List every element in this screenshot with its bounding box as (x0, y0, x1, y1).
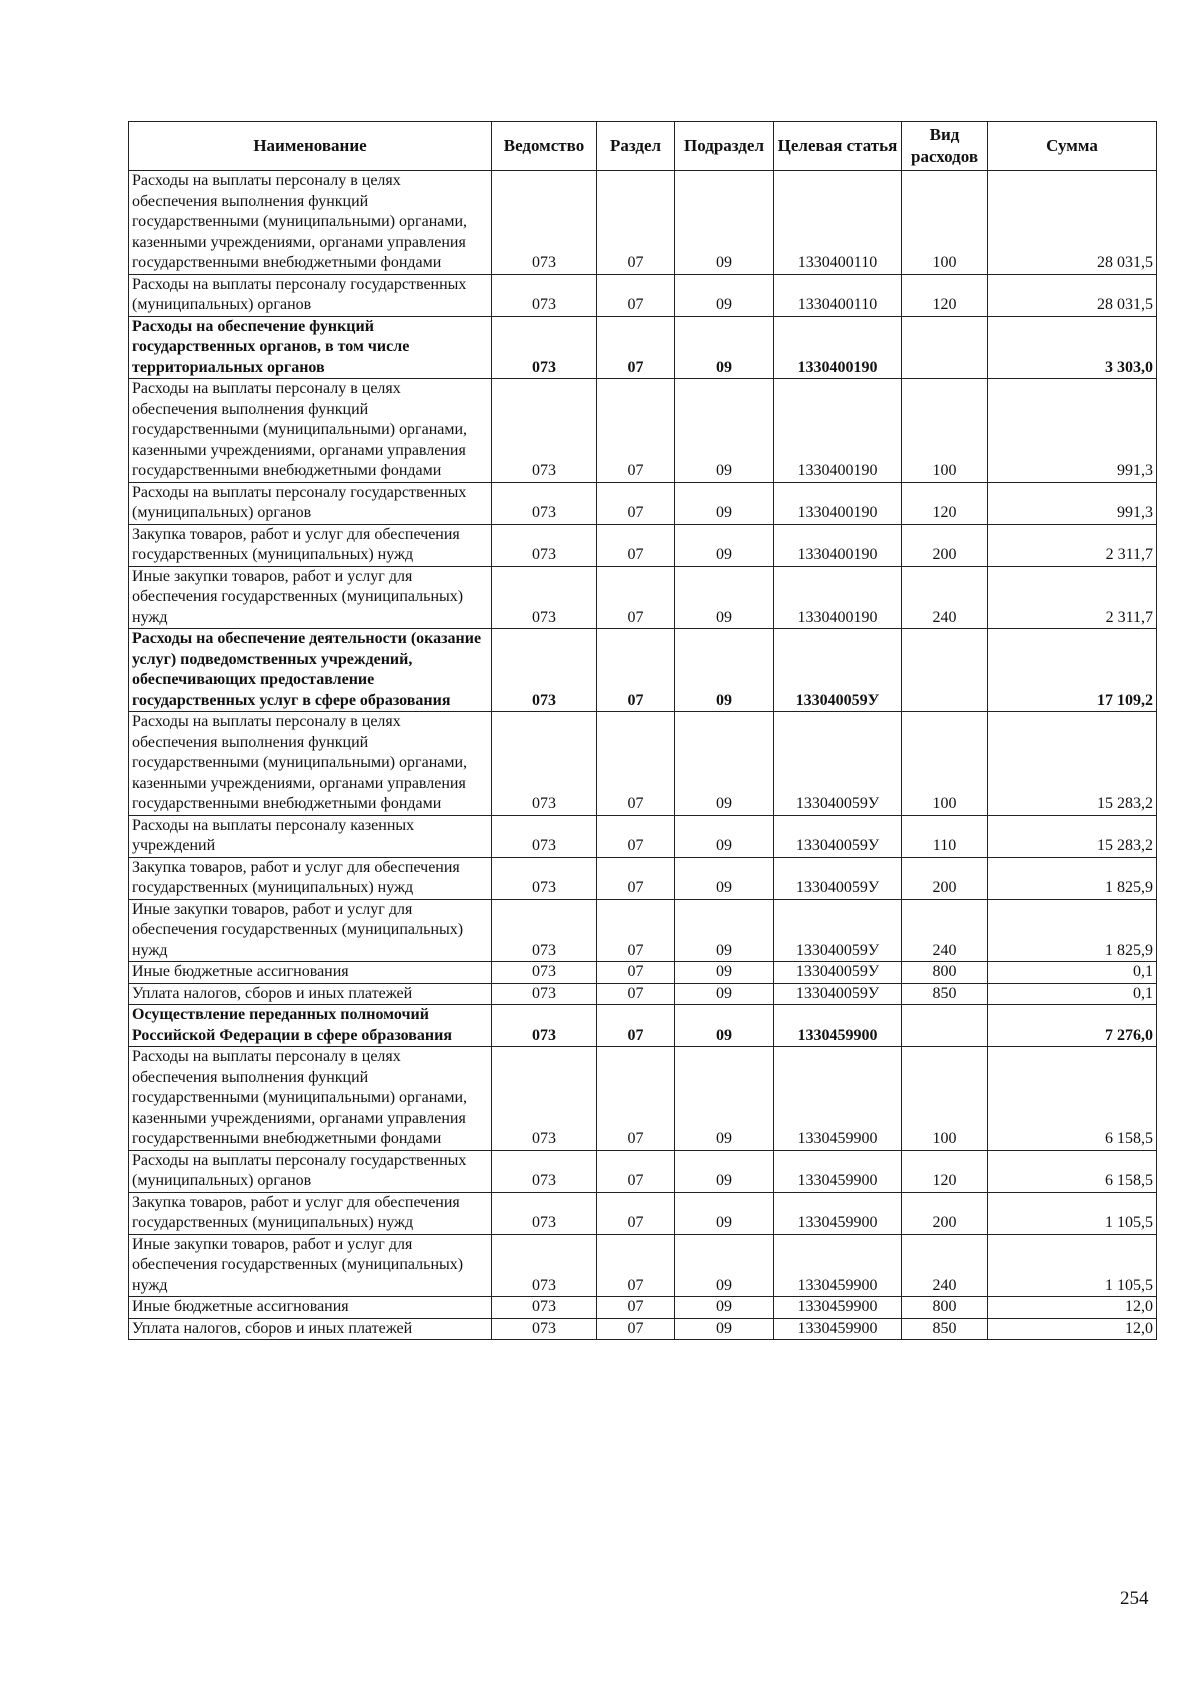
cell-target-article: 1330459900 (774, 1234, 902, 1297)
cell-expense-type: 800 (902, 1297, 988, 1319)
table-row (129, 524, 1157, 566)
table-row (129, 1150, 1157, 1192)
cell-name: Расходы на выплаты персоналу в целях обеспечения выполнения функций государственными (муниципальными) органами, казенными учреждениями, органами управления государственными внебюджетными фондами (129, 379, 492, 483)
cell-department: 073 (492, 857, 597, 899)
cell-section: 07 (597, 1047, 675, 1151)
cell-subsection: 09 (675, 712, 774, 816)
cell-department: 073 (492, 171, 597, 275)
cell-sum: 17 109,2 (988, 629, 1157, 712)
table-row (129, 566, 1157, 629)
cell-subsection: 09 (675, 1318, 774, 1340)
table-row (129, 379, 1157, 483)
cell-subsection: 09 (675, 1297, 774, 1319)
cell-target-article: 1330459900 (774, 1318, 902, 1340)
cell-name: Расходы на выплаты персоналу в целях обеспечения выполнения функций государственными (муниципальными) органами, казенными учреждениями, органами управления государственными внебюджетными фондами (129, 171, 492, 275)
cell-department: 073 (492, 962, 597, 984)
cell-sum: 1 105,5 (988, 1234, 1157, 1297)
cell-section: 07 (597, 962, 675, 984)
cell-department: 073 (492, 712, 597, 816)
header-row (129, 122, 1157, 171)
cell-section: 07 (597, 899, 675, 962)
cell-section: 07 (597, 1005, 675, 1047)
cell-section: 07 (597, 1192, 675, 1234)
cell-name: Закупка товаров, работ и услуг для обеспечения государственных (муниципальных) нужд (129, 857, 492, 899)
cell-name: Иные бюджетные ассигнования (129, 962, 492, 984)
cell-department: 073 (492, 482, 597, 524)
cell-target-article: 133040059У (774, 983, 902, 1005)
cell-expense-type: 200 (902, 857, 988, 899)
cell-sum: 0,1 (988, 983, 1157, 1005)
cell-target-article: 1330459900 (774, 1192, 902, 1234)
cell-name: Расходы на обеспечение функций государственных органов, в том числе территориальных органов (129, 316, 492, 379)
cell-expense-type: 120 (902, 1150, 988, 1192)
cell-section: 07 (597, 857, 675, 899)
cell-subsection: 09 (675, 983, 774, 1005)
cell-sum: 7 276,0 (988, 1005, 1157, 1047)
cell-section: 07 (597, 524, 675, 566)
cell-subsection: 09 (675, 566, 774, 629)
cell-subsection: 09 (675, 524, 774, 566)
cell-target-article: 133040059У (774, 899, 902, 962)
cell-subsection: 09 (675, 316, 774, 379)
cell-name: Иные бюджетные ассигнования (129, 1297, 492, 1319)
cell-expense-type: 240 (902, 1234, 988, 1297)
cell-subsection: 09 (675, 1234, 774, 1297)
cell-subsection: 09 (675, 1192, 774, 1234)
cell-department: 073 (492, 1318, 597, 1340)
cell-department: 073 (492, 1192, 597, 1234)
cell-department: 073 (492, 983, 597, 1005)
cell-target-article: 1330400190 (774, 482, 902, 524)
cell-sum: 6 158,5 (988, 1150, 1157, 1192)
cell-subsection: 09 (675, 815, 774, 857)
cell-target-article: 133040059У (774, 815, 902, 857)
table-row (129, 316, 1157, 379)
header-target-article: Целевая статья (774, 122, 902, 171)
budget-table (128, 121, 1157, 1340)
cell-sum: 2 311,7 (988, 524, 1157, 566)
cell-expense-type (902, 629, 988, 712)
cell-department: 073 (492, 566, 597, 629)
cell-department: 073 (492, 524, 597, 566)
cell-sum: 6 158,5 (988, 1047, 1157, 1151)
cell-section: 07 (597, 1297, 675, 1319)
cell-expense-type: 850 (902, 983, 988, 1005)
cell-department: 073 (492, 1150, 597, 1192)
cell-expense-type (902, 1005, 988, 1047)
cell-sum: 12,0 (988, 1318, 1157, 1340)
cell-section: 07 (597, 815, 675, 857)
table-row (129, 712, 1157, 816)
cell-department: 073 (492, 1047, 597, 1151)
cell-sum: 991,3 (988, 379, 1157, 483)
cell-expense-type: 240 (902, 566, 988, 629)
table-row (129, 983, 1157, 1005)
cell-department: 073 (492, 379, 597, 483)
header-subsection: Подраздел (675, 122, 774, 171)
cell-name: Расходы на выплаты персоналу казенных учреждений (129, 815, 492, 857)
table-row (129, 629, 1157, 712)
cell-section: 07 (597, 1234, 675, 1297)
cell-name: Расходы на выплаты персоналу государственных (муниципальных) органов (129, 274, 492, 316)
cell-section: 07 (597, 1318, 675, 1340)
table-row (129, 1192, 1157, 1234)
cell-subsection: 09 (675, 274, 774, 316)
table-body (129, 171, 1157, 1340)
table-row (129, 171, 1157, 275)
table-row (129, 815, 1157, 857)
cell-section: 07 (597, 171, 675, 275)
table-row (129, 1047, 1157, 1151)
header-sum: Сумма (988, 122, 1157, 171)
cell-subsection: 09 (675, 857, 774, 899)
cell-target-article: 133040059У (774, 712, 902, 816)
cell-subsection: 09 (675, 379, 774, 483)
cell-expense-type: 120 (902, 274, 988, 316)
header-section: Раздел (597, 122, 675, 171)
header-department: Ведомство (492, 122, 597, 171)
cell-sum: 0,1 (988, 962, 1157, 984)
cell-subsection: 09 (675, 171, 774, 275)
cell-sum: 12,0 (988, 1297, 1157, 1319)
cell-target-article: 1330400110 (774, 274, 902, 316)
cell-sum: 991,3 (988, 482, 1157, 524)
header-name: Наименование (129, 122, 492, 171)
cell-sum: 1 105,5 (988, 1192, 1157, 1234)
cell-sum: 3 303,0 (988, 316, 1157, 379)
table-row (129, 857, 1157, 899)
cell-target-article: 133040059У (774, 857, 902, 899)
cell-department: 073 (492, 629, 597, 712)
cell-department: 073 (492, 274, 597, 316)
cell-name: Иные закупки товаров, работ и услуг для обеспечения государственных (муниципальных) нужд (129, 1234, 492, 1297)
cell-sum: 15 283,2 (988, 815, 1157, 857)
cell-subsection: 09 (675, 1150, 774, 1192)
table-row (129, 1234, 1157, 1297)
cell-subsection: 09 (675, 1047, 774, 1151)
cell-section: 07 (597, 274, 675, 316)
cell-name: Расходы на выплаты персоналу государственных (муниципальных) органов (129, 482, 492, 524)
cell-sum: 2 311,7 (988, 566, 1157, 629)
cell-name: Закупка товаров, работ и услуг для обеспечения государственных (муниципальных) нужд (129, 524, 492, 566)
cell-subsection: 09 (675, 962, 774, 984)
cell-target-article: 1330400190 (774, 316, 902, 379)
cell-department: 073 (492, 1005, 597, 1047)
cell-section: 07 (597, 629, 675, 712)
cell-sum: 1 825,9 (988, 857, 1157, 899)
cell-department: 073 (492, 316, 597, 379)
cell-section: 07 (597, 712, 675, 816)
cell-target-article: 133040059У (774, 629, 902, 712)
page-number: 254 (1120, 1588, 1149, 1609)
cell-expense-type: 850 (902, 1318, 988, 1340)
cell-section: 07 (597, 566, 675, 629)
cell-expense-type: 110 (902, 815, 988, 857)
cell-target-article: 1330400190 (774, 566, 902, 629)
cell-target-article: 1330400190 (774, 379, 902, 483)
cell-sum: 28 031,5 (988, 171, 1157, 275)
cell-section: 07 (597, 983, 675, 1005)
cell-name: Уплата налогов, сборов и иных платежей (129, 1318, 492, 1340)
cell-name: Уплата налогов, сборов и иных платежей (129, 983, 492, 1005)
table-row (129, 1318, 1157, 1340)
cell-sum: 28 031,5 (988, 274, 1157, 316)
cell-target-article: 1330400110 (774, 171, 902, 275)
cell-section: 07 (597, 482, 675, 524)
cell-expense-type: 100 (902, 379, 988, 483)
cell-name: Расходы на выплаты персоналу в целях обеспечения выполнения функций государственными (муниципальными) органами, казенными учреждениями, органами управления государственными внебюджетными фондами (129, 1047, 492, 1151)
table-row (129, 1297, 1157, 1319)
cell-sum: 1 825,9 (988, 899, 1157, 962)
cell-department: 073 (492, 815, 597, 857)
cell-subsection: 09 (675, 629, 774, 712)
cell-target-article: 1330459900 (774, 1005, 902, 1047)
table-row (129, 274, 1157, 316)
cell-subsection: 09 (675, 482, 774, 524)
cell-target-article: 133040059У (774, 962, 902, 984)
cell-name: Закупка товаров, работ и услуг для обеспечения государственных (муниципальных) нужд (129, 1192, 492, 1234)
cell-department: 073 (492, 1297, 597, 1319)
cell-name: Иные закупки товаров, работ и услуг для обеспечения государственных (муниципальных) нужд (129, 899, 492, 962)
cell-department: 073 (492, 1234, 597, 1297)
cell-target-article: 1330400190 (774, 524, 902, 566)
cell-target-article: 1330459900 (774, 1297, 902, 1319)
cell-expense-type: 100 (902, 712, 988, 816)
table-row (129, 962, 1157, 984)
cell-target-article: 1330459900 (774, 1047, 902, 1151)
table-row (129, 1005, 1157, 1047)
cell-expense-type: 800 (902, 962, 988, 984)
table-row (129, 899, 1157, 962)
cell-name: Иные закупки товаров, работ и услуг для обеспечения государственных (муниципальных) нужд (129, 566, 492, 629)
cell-expense-type: 240 (902, 899, 988, 962)
cell-expense-type: 100 (902, 171, 988, 275)
cell-name: Расходы на обеспечение деятельности (оказание услуг) подведомственных учреждений, обеспечивающих предоставление государственных услуг в сфере образования (129, 629, 492, 712)
cell-expense-type: 200 (902, 524, 988, 566)
cell-name: Расходы на выплаты персоналу в целях обеспечения выполнения функций государственными (муниципальными) органами, казенными учреждениями, органами управления государственными внебюджетными фондами (129, 712, 492, 816)
cell-department: 073 (492, 899, 597, 962)
cell-expense-type: 120 (902, 482, 988, 524)
table-row (129, 482, 1157, 524)
header-expense-type: Вид расходов (902, 122, 988, 171)
cell-section: 07 (597, 379, 675, 483)
cell-name: Осуществление переданных полномочий Российской Федерации в сфере образования (129, 1005, 492, 1047)
cell-expense-type: 100 (902, 1047, 988, 1151)
cell-subsection: 09 (675, 1005, 774, 1047)
cell-name: Расходы на выплаты персоналу государственных (муниципальных) органов (129, 1150, 492, 1192)
cell-expense-type (902, 316, 988, 379)
cell-section: 07 (597, 1150, 675, 1192)
cell-subsection: 09 (675, 899, 774, 962)
cell-section: 07 (597, 316, 675, 379)
cell-sum: 15 283,2 (988, 712, 1157, 816)
cell-expense-type: 200 (902, 1192, 988, 1234)
cell-target-article: 1330459900 (774, 1150, 902, 1192)
table-header (129, 122, 1157, 171)
